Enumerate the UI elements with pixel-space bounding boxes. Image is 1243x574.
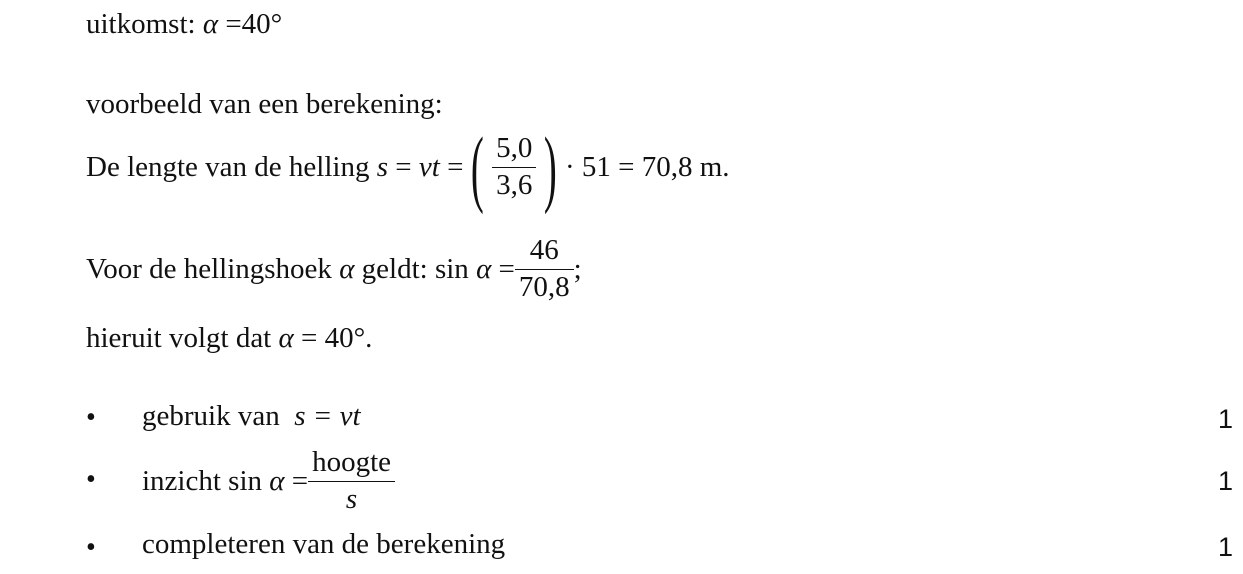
follows-value: = 40°. (300, 322, 373, 354)
criterion-1-score: 1 (1217, 404, 1233, 434)
sin-denominator: 70,8 (518, 270, 570, 303)
criterion-1-formula: s = vt (294, 400, 361, 432)
var-s: s (376, 150, 389, 183)
bullet-1: • (86, 402, 96, 433)
var-vt: vt (418, 150, 440, 183)
outcome-value: 40° (241, 8, 283, 40)
length-result: · 51 = 70,8 m (564, 150, 723, 183)
equals-1: = (395, 150, 412, 183)
left-paren: ( (471, 119, 485, 215)
sin-numerator: 46 (515, 235, 574, 270)
equals-2: = (447, 150, 464, 183)
bullet-2: • (86, 464, 96, 495)
criterion-2-equals: = (291, 464, 309, 497)
speed-numerator: 5,0 (492, 133, 536, 168)
criterion-2-denominator: s (345, 482, 358, 515)
criterion-1 (142, 400, 361, 433)
angle-line (86, 228, 582, 310)
angle-text: Voor de hellingshoek (86, 252, 332, 285)
criterion-3-text: completeren van de berekening (142, 528, 506, 560)
follows-alpha: α (278, 322, 294, 354)
outcome-alpha: α (202, 8, 219, 40)
follows-line (86, 322, 372, 355)
criterion-2-score: 1 (1217, 466, 1233, 496)
criterion-2 (142, 440, 395, 522)
equals-3: = (498, 252, 515, 285)
criterion-2-fraction (308, 447, 395, 516)
sin-alpha: α (476, 252, 492, 285)
criterion-3 (142, 528, 505, 561)
sin-text: sin (434, 252, 469, 285)
angle-alpha: α (339, 252, 355, 285)
outcome-equals: = (225, 8, 242, 40)
geldt-text: geldt: (361, 252, 428, 285)
outcome-label: uitkomst: (86, 8, 196, 40)
outcome-line (86, 8, 282, 41)
length-text: De lengte van de helling (86, 150, 370, 183)
criterion-2-numerator: hoogte (308, 447, 395, 482)
semicolon: ; (573, 252, 582, 285)
criterion-1-text: gebruik van (142, 400, 280, 432)
speed-fraction (492, 133, 536, 202)
criterion-3-score: 1 (1217, 532, 1233, 562)
example-heading: voorbeeld van een berekening: (86, 88, 443, 120)
criterion-2-alpha: α (269, 464, 285, 497)
length-line (86, 119, 730, 215)
bullet-3: • (86, 532, 96, 563)
right-paren: ) (544, 119, 558, 215)
length-end: . (722, 150, 730, 183)
speed-denominator: 3,6 (496, 168, 533, 201)
criterion-2-text: inzicht (142, 464, 221, 497)
criterion-2-sin: sin (228, 464, 263, 497)
sin-fraction (515, 235, 574, 304)
follows-text: hieruit volgt dat (86, 322, 272, 354)
